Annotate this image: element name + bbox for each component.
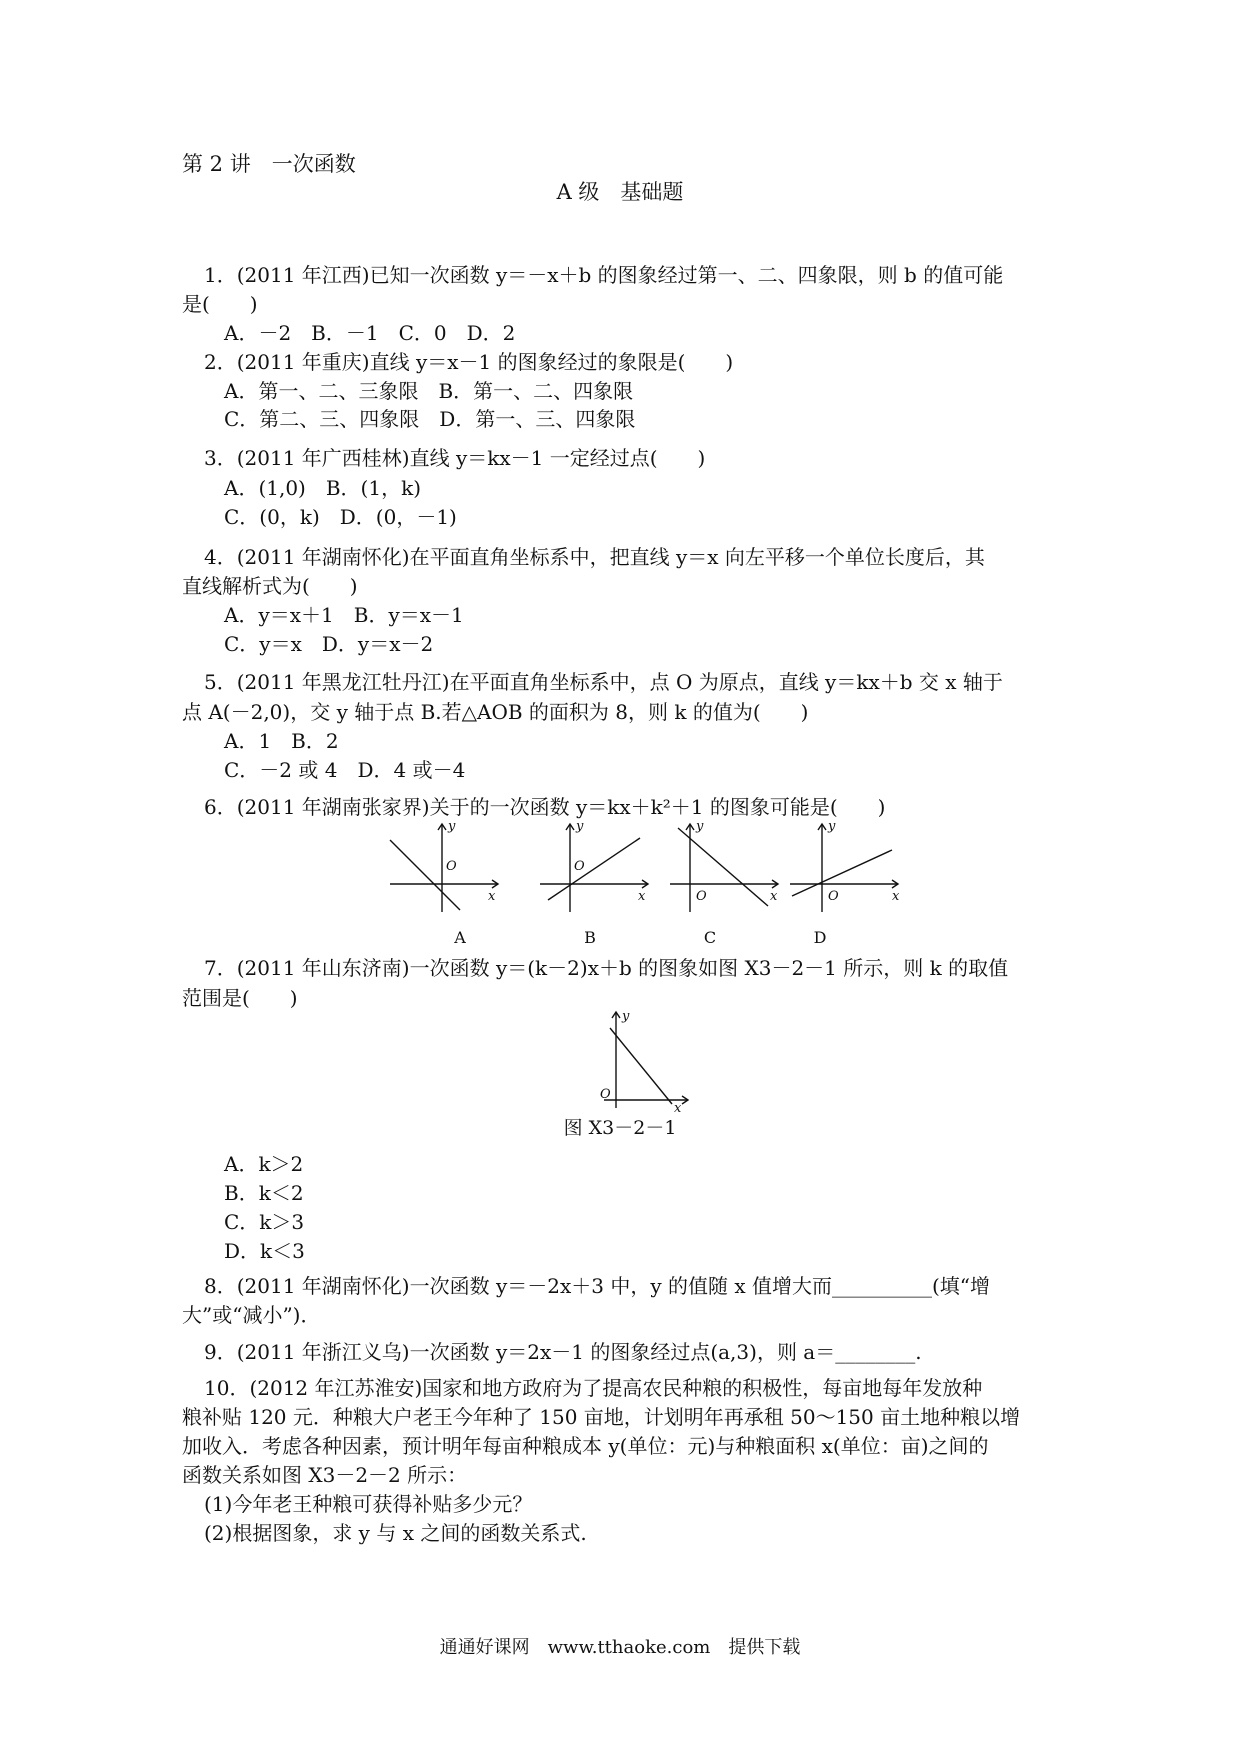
text-line: A．(1,0) B．(1，k)	[224, 476, 422, 500]
text-line: A．1 B．2	[224, 729, 339, 753]
axis-label-y: y	[828, 819, 836, 834]
text-line: 直线解析式为( )	[182, 574, 358, 598]
text-line: 粮补贴 120 元．种粮大户老王今年种了 150 亩地，计划明年再承租 50～150 亩土地种粮以增	[182, 1405, 1021, 1429]
axis-label-y: y	[576, 819, 584, 834]
origin-label: O	[574, 859, 585, 874]
axis-label-y: y	[696, 819, 704, 834]
graph-option-a	[380, 820, 510, 920]
axis-label-x: x	[892, 889, 900, 904]
text-line: C．k＞3	[224, 1210, 305, 1234]
text-line: D．k＜3	[224, 1239, 305, 1263]
level-heading: A 级 基础题	[556, 180, 684, 204]
text-line: A．y＝x＋1 B．y＝x－1	[224, 603, 464, 627]
text-line: B．k＜2	[224, 1181, 304, 1205]
option-label: A	[454, 928, 466, 947]
origin-label: O	[446, 859, 457, 874]
text-line: 4．(2011 年湖南怀化)在平面直角坐标系中，把直线 y＝x 向左平移一个单位长度后，其	[204, 545, 985, 569]
axis-label-x: x	[770, 889, 778, 904]
page-title: 第 2 讲 一次函数	[182, 152, 356, 176]
text-line: C．y＝x D．y＝x－2	[224, 632, 434, 656]
text-line: 加收入．考虑各种因素，预计明年每亩种粮成本 y(单位：元)与种粮面积 x(单位：亩)之间的	[182, 1434, 989, 1458]
text-line: A．k＞2	[224, 1152, 304, 1176]
axis-label-x: x	[674, 1101, 682, 1116]
text-line: 是( )	[182, 292, 258, 316]
text-line: 函数关系如图 X3－2－2 所示：	[182, 1463, 468, 1487]
text-line: 点 A(－2,0)，交 y 轴于点 B.若△AOB 的面积为 8，则 k 的值为( )	[182, 700, 809, 724]
page-footer: 通通好课网 www.tthaoke.com 提供下载	[439, 1637, 801, 1658]
text-line: 范围是( )	[182, 986, 298, 1010]
option-label: C	[703, 928, 717, 947]
text-line: (2)根据图象，求 y 与 x 之间的函数关系式.	[204, 1521, 587, 1545]
text-line: 5．(2011 年黑龙江牡丹江)在平面直角坐标系中，点 O 为原点，直线 y＝kx＋b 交 x 轴于	[204, 670, 1003, 694]
text-line: 6．(2011 年湖南张家界)关于的一次函数 y＝kx＋k²＋1 的图象可能是( )	[204, 795, 886, 819]
text-line: 8．(2011 年湖南怀化)一次函数 y＝－2x＋3 中，y 的值随 x 值增大而__________(填“增	[204, 1274, 991, 1298]
text-line: 9．(2011 年浙江义乌)一次函数 y＝2x－1 的图象经过点(a,3)，则 a＝________.	[204, 1340, 922, 1364]
graph-option-d	[780, 820, 910, 920]
origin-label: O	[600, 1087, 611, 1102]
text-line: 3．(2011 年广西桂林)直线 y＝kx－1 一定经过点( )	[204, 446, 706, 470]
text-line: C．第二、三、四象限 D．第一、三、四象限	[224, 407, 636, 431]
axis-label-x: x	[488, 889, 496, 904]
origin-label: O	[828, 889, 839, 904]
text-line: 10．(2012 年江苏淮安)国家和地方政府为了提高农民种粮的积极性，每亩地每年发放种	[204, 1376, 983, 1400]
text-line: A．第一、二、三象限 B．第一、二、四象限	[224, 379, 634, 403]
axis-label-y: y	[448, 819, 456, 834]
origin-label: O	[696, 889, 707, 904]
axis-label-x: x	[638, 889, 646, 904]
graph-option-b	[530, 820, 660, 920]
figure-x3-2-1	[596, 1008, 706, 1116]
text-line: (1)今年老王种粮可获得补贴多少元？	[204, 1492, 533, 1516]
text-line: 1．(2011 年江西)已知一次函数 y＝－x＋b 的图象经过第一、二、四象限，则 b 的值可能	[204, 263, 1004, 287]
text-line: C．(0，k) D．(0，－1)	[224, 505, 457, 529]
text-line: 2．(2011 年重庆)直线 y＝x－1 的图象经过的象限是( )	[204, 350, 734, 374]
text-line: A．－2 B．－1 C．0 D．2	[224, 321, 516, 345]
figure-caption: 图 X3－2－1	[563, 1117, 677, 1139]
option-label: B	[584, 928, 596, 947]
text-line: 7．(2011 年山东济南)一次函数 y＝(k－2)x＋b 的图象如图 X3－2－1 所示，则 k 的取值	[204, 956, 1009, 980]
axis-label-y: y	[622, 1009, 630, 1024]
text-line: C．－2 或 4 D．4 或－4	[224, 758, 466, 782]
option-label: D	[813, 928, 827, 947]
text-line: 大”或“减小”)．	[182, 1303, 321, 1327]
graph-option-c	[660, 820, 790, 920]
